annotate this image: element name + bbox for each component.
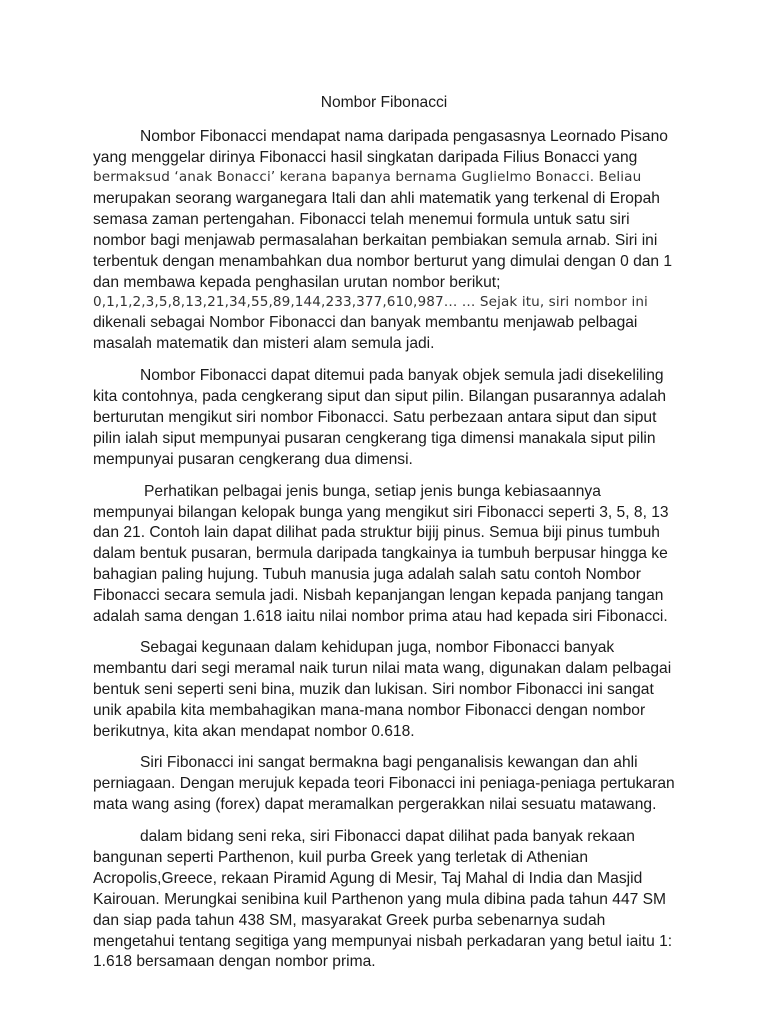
text-line: bahagian paling hujung. Tubuh manusia juga adalah salah satu contoh Nombor: [93, 566, 641, 583]
text-line: masalah matematik dan misteri alam semula jadi.: [93, 335, 435, 352]
text-line: Nombor Fibonacci mendapat nama daripada pengasasnya Leornado Pisano: [140, 128, 668, 145]
text-line: dalam bentuk pusaran, bermula daripada tangkainya ia tumbuh berpusar hingga ke: [93, 545, 668, 562]
text-line: Fibonacci secara semula jadi. Nisbah kepanjangan lengan kepada panjang tangan: [93, 587, 664, 604]
text-line: 1.618 bersamaan dengan nombor prima.: [93, 953, 376, 970]
text-line: dan 21. Contoh lain dapat dilihat pada struktur bijij pinus. Semua biji pinus tumbuh: [93, 524, 660, 541]
document-title: Nombor Fibonacci: [320, 94, 448, 111]
text-line: dalam bidang seni reka, siri Fibonacci dapat dilihat pada banyak rekaan: [140, 828, 635, 845]
text-line: dikenali sebagai Nombor Fibonacci dan banyak membantu menjawab pelbagai: [93, 314, 638, 331]
text-line: dan siap pada tahun 438 SM, masyarakat Greek purba sebenarnya sudah: [93, 912, 606, 929]
text-line: Nombor Fibonacci dapat ditemui pada banyak objek semula jadi disekeliling: [140, 367, 664, 384]
text-line: berikutnya, kita akan mendapat nombor 0.618.: [93, 723, 415, 740]
text-line: 0,1,1,2,3,5,8,13,21,34,55,89,144,233,377,610,987… … Sejak itu, siri nombor ini: [93, 294, 648, 310]
text-line: membantu dari segi meramal naik turun nilai mata wang, digunakan dalam pelbagai: [93, 660, 672, 677]
text-line: mata wang asing (forex) dapat meramalkan pergerakkan nilai sesuatu matawang.: [93, 796, 657, 813]
text-line: perniagaan. Dengan merujuk kepada teori Fibonacci ini peniaga-peniaga pertukaran: [93, 775, 675, 792]
text-line: Perhatikan pelbagai jenis bunga, setiap jenis bunga kebiasaannya: [144, 483, 601, 500]
text-line: mempunyai pusaran cengkerang dua dimensi.: [93, 451, 413, 468]
text-line: merupakan seorang warganegara Itali dan ahli matematik yang terkenal di Eropah: [93, 190, 660, 207]
text-line: pilin ialah siput mempunyai pusaran cengkerang tiga dimensi manakala siput pilin: [93, 430, 656, 447]
text-line: Siri Fibonacci ini sangat bermakna bagi penganalisis kewangan dan ahli: [140, 754, 638, 771]
text-line: mengetahui tentang segitiga yang mempunyai nisbah perkadaran yang betul iaitu 1:: [93, 933, 673, 950]
text-line: terbentuk dengan menambahkan dua nombor berturut yang dimulai dengan 0 dan 1: [93, 253, 673, 270]
text-line: kita contohnya, pada cengkerang siput dan siput pilin. Bilangan pusarannya adalah: [93, 388, 667, 405]
text-line: mempunyai bilangan kelopak bunga yang mengikut siri Fibonacci seperti 3, 5, 8, 13: [93, 504, 669, 521]
text-line: Sebagai kegunaan dalam kehidupan juga, nombor Fibonacci banyak: [140, 639, 615, 656]
text-line: dan membawa kepada penghasilan urutan nombor berikut;: [93, 274, 501, 291]
text-line: Kairouan. Merungkai senibina kuil Parthenon yang mula dibina pada tahun 447 SM: [93, 891, 667, 908]
text-line: Acropolis,Greece, rekaan Piramid Agung di Mesir, Taj Mahal di India dan Masjid: [93, 870, 643, 887]
text-line: bermaksud ‘anak Bonacci’ kerana bapanya bernama Guglielmo Bonacci. Beliau: [93, 169, 642, 185]
text-line: adalah sama dengan 1.618 iaitu nilai nombor prima atau had kepada siri Fibonacci.: [93, 608, 668, 625]
text-line: bangunan seperti Parthenon, kuil purba Greek yang terletak di Athenian: [93, 849, 589, 866]
text-line: semasa zaman pertengahan. Fibonacci telah menemui formula untuk satu siri: [93, 211, 630, 228]
text-line: yang menggelar dirinya Fibonacci hasil singkatan daripada Filius Bonacci yang: [93, 149, 638, 166]
text-line: unik apabila kita membahagikan mana-mana nombor Fibonacci dengan nombor: [93, 702, 646, 719]
text-line: berturutan mengikut siri nombor Fibonacci. Satu perbezaan antara siput dan siput: [93, 409, 657, 426]
text-line: bentuk seni seperti seni bina, muzik dan lukisan. Siri nombor Fibonacci ini sangat: [93, 681, 654, 698]
text-line: nombor bagi menjawab permasalahan berkaitan pembiakan semula arnab. Siri ini: [93, 232, 658, 249]
